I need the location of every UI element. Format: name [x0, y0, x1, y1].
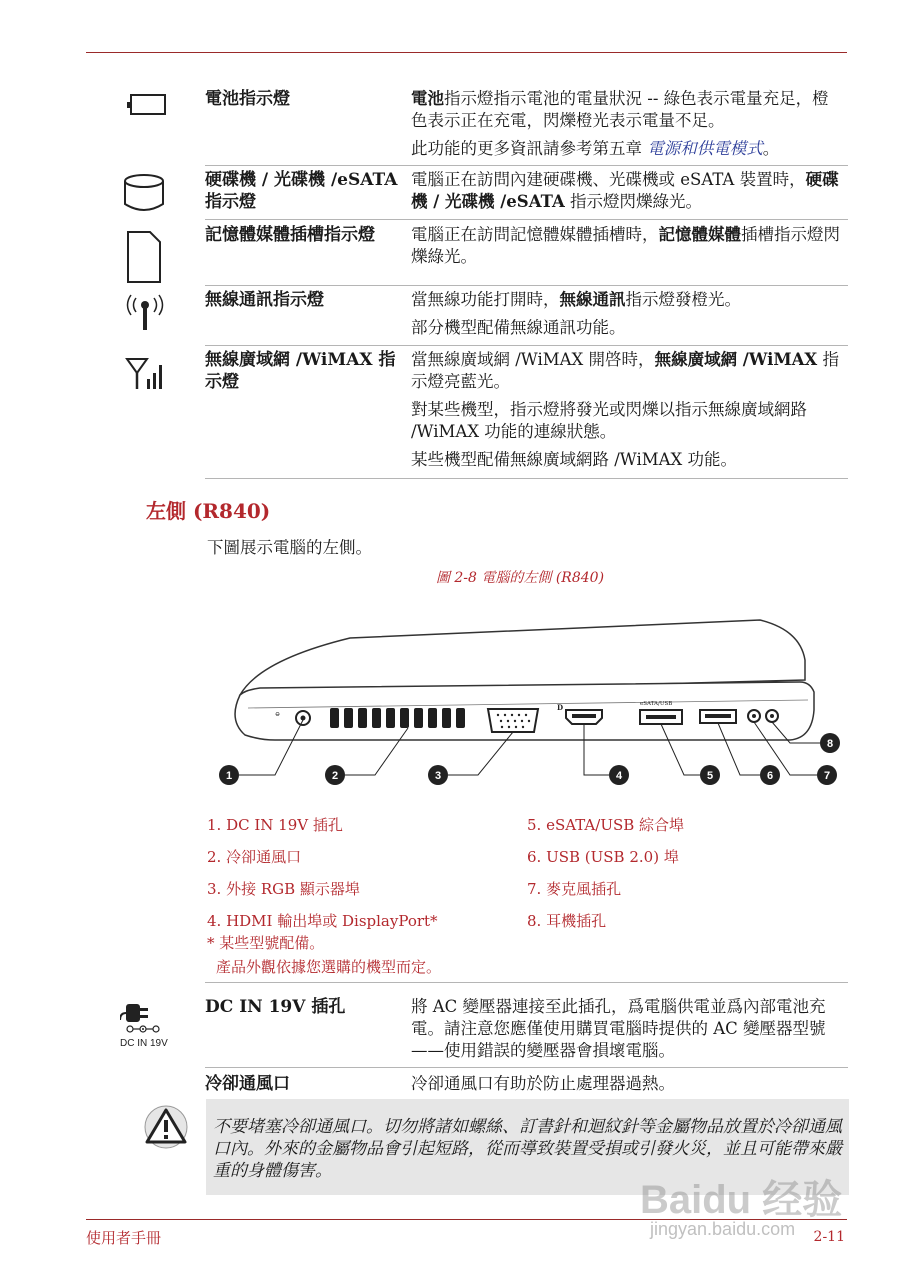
indicator-term: 無線通訊指示燈: [205, 290, 324, 310]
esata-port-label: eSATA/USB: [640, 701, 673, 707]
indicator-desc: [411, 224, 843, 274]
indicator-desc-paragraph: 電池指示燈指示電池的電量狀況 -- 綠色表示電量充足，橙色表示正在充電，閃爍橙光表示電量不足。: [411, 89, 829, 130]
callouts: [219, 733, 840, 785]
port-term: DC IN 19V 插孔: [205, 997, 346, 1017]
divider: [205, 478, 848, 479]
memory-card-icon: [124, 230, 164, 288]
callout-3: 3: [434, 770, 442, 782]
footer-title: 使用者手冊: [86, 1229, 162, 1247]
indicator-desc-paragraph: 某些機型配備無線廣域網路 /WiMAX 功能。: [411, 450, 738, 469]
divider: [205, 285, 848, 286]
indicator-desc-paragraph: 電腦正在訪問記憶體媒體插槽時，記憶體媒體插槽指示燈閃爍綠光。: [411, 225, 840, 266]
page-number: 2-11: [813, 1229, 845, 1245]
legend-item: 3. 外接 RGB 顯示器埠: [207, 880, 360, 898]
callout-7: 7: [823, 770, 831, 782]
watermark-url: jingyan.baidu.com: [650, 1219, 796, 1239]
indicator-desc-paragraph: 當無線廣域網 /WiMAX 開啓時，無線廣域網 /WiMAX 指示燈亮藍光。: [411, 350, 839, 391]
indicator-desc-paragraph: 對某些機型，指示燈將發光或閃爍以指示無線廣域網路 /WiMAX 功能的連線狀態。: [411, 400, 807, 441]
divider: [205, 1067, 848, 1068]
legend-right: [527, 809, 684, 937]
indicator-term: 硬碟機 / 光碟機 /eSATA 指示燈: [205, 170, 398, 212]
battery-icon: [124, 92, 168, 120]
divider: [205, 219, 848, 220]
callout-4: 4: [615, 770, 623, 782]
indicator-desc: [411, 349, 843, 477]
indicator-desc-paragraph: 電腦正在訪問內建硬碟機、光碟機或 eSATA 裝置時，硬碟機 / 光碟機 /eSATA 指示燈閃爍綠光。: [411, 170, 839, 211]
indicator-desc: [411, 289, 843, 345]
legend-item: 2. 冷卻通風口: [207, 848, 302, 866]
watermark-brand: Baidu 经验: [640, 1178, 843, 1222]
warning-text: 不要堵塞冷卻通風口。切勿將諸如螺絲、訂書針和迴紋針等金屬物品放置於冷卻通風口內。外來的金屬物品會引起短路，從而導致裝置受損或引發火災，並且可能帶來嚴重的身體傷害。: [213, 1117, 842, 1181]
indicator-desc: [411, 88, 843, 166]
indicator-desc-paragraph: 此功能的更多資訊請參考第五章 電源和供電模式。: [411, 139, 780, 158]
divider: [205, 982, 848, 983]
indicator-term: 記憶體媒體插槽指示燈: [205, 225, 375, 245]
section-title: 左側 (R840): [146, 499, 271, 523]
section-intro: 下圖展示電腦的左側。: [207, 538, 372, 557]
divider: [205, 345, 848, 346]
callout-8: 8: [826, 738, 834, 750]
footnote: * 某些型號配備。: [207, 934, 325, 952]
legend-item: 8. 耳機插孔: [527, 912, 607, 930]
callout-1: 1: [225, 770, 233, 782]
port-desc: 將 AC 變壓器連接至此插孔，爲電腦供電並爲內部電池充電。請注意您應僅使用購買電腦時提供的 AC 變壓器型號——使用錯誤的變壓器會損壞電腦。: [411, 997, 826, 1060]
svg-text:D: D: [557, 703, 564, 712]
indicator-desc-paragraph: 當無線功能打開時，無線通訊指示燈發橙光。: [411, 290, 741, 309]
indicator-term: 無線廣域網 /WiMAX 指示燈: [205, 350, 396, 392]
warning-icon: [140, 1104, 192, 1154]
rgb-port: [488, 709, 538, 732]
wwan-antenna-icon: [125, 355, 165, 395]
appearance-note: 產品外觀依據您選購的機型而定。: [216, 958, 442, 976]
port-desc: 冷卻通風口有助於防止處理器過熱。: [411, 1074, 675, 1093]
figure-caption: 圖 2-8 電腦的左側 (R840): [435, 570, 605, 586]
divider: [205, 165, 848, 166]
watermark: [640, 1168, 850, 1238]
legend-left: [207, 809, 438, 937]
footer-rule: [86, 1219, 847, 1220]
header-rule: [86, 52, 847, 53]
callout-6: 6: [766, 770, 774, 782]
indicator-desc: [411, 169, 843, 219]
dc-in-icon-label: DC IN 19V: [120, 1038, 168, 1049]
chapter-link[interactable]: 電源和供電模式: [647, 139, 763, 158]
legend-item: 1. DC IN 19V 插孔: [207, 816, 343, 834]
callout-2: 2: [331, 770, 339, 782]
disk-icon: [121, 172, 167, 218]
port-term: 冷卻通風口: [205, 1074, 290, 1094]
callout-5: 5: [706, 770, 714, 782]
indicator-term: 電池指示燈: [205, 89, 290, 109]
indicator-desc-paragraph: 部分機型配備無線通訊功能。: [411, 318, 626, 337]
legend-item: 5. eSATA/USB 綜合埠: [527, 816, 685, 834]
svg-text:⊖: ⊖: [275, 711, 281, 718]
dc-in-icon: [120, 996, 180, 1049]
legend-item: 7. 麥克風插孔: [527, 880, 622, 898]
legend-item: 6. USB (USB 2.0) 埠: [527, 848, 679, 866]
laptop-left-side-diagram: [200, 600, 850, 800]
wireless-icon: [123, 293, 167, 337]
legend-item: 4. HDMI 輸出埠或 DisplayPort*: [207, 912, 438, 930]
